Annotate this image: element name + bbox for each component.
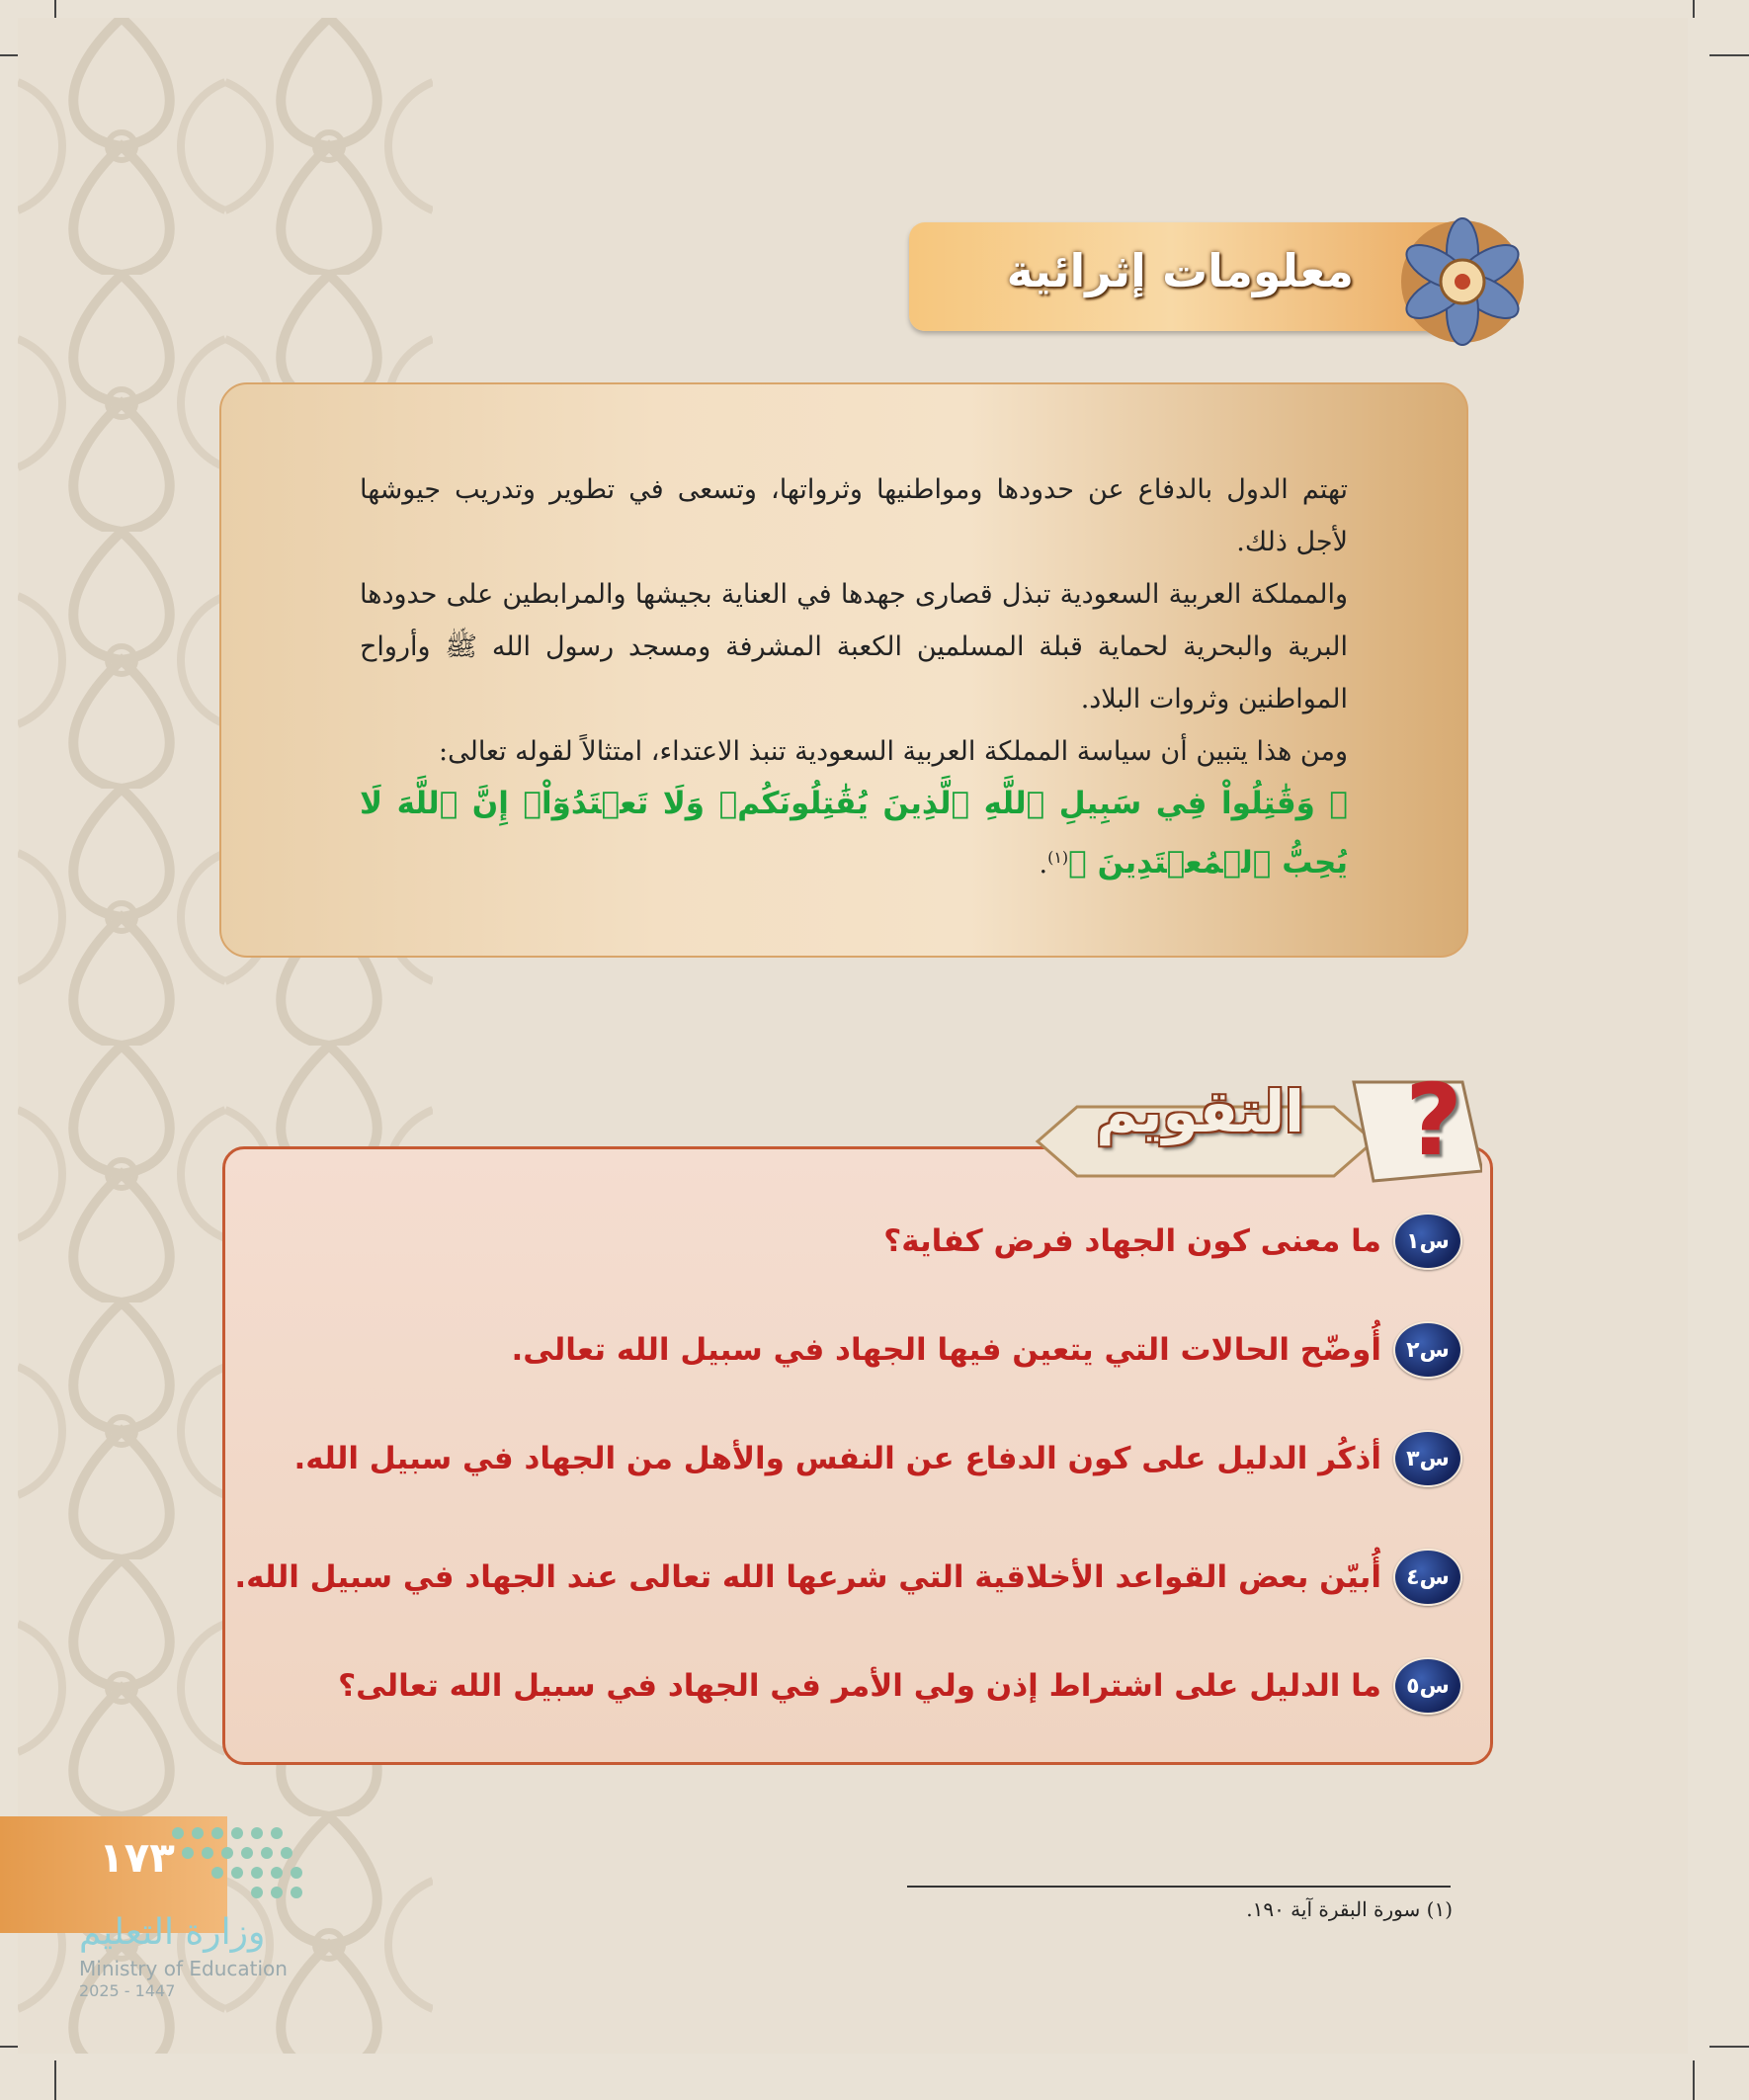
- question-mark-icon: ?: [1404, 1062, 1462, 1178]
- enrichment-text: [360, 463, 1348, 890]
- question-item: [234, 1545, 1462, 1610]
- question-item: [338, 1653, 1462, 1719]
- ministry-dots-logo-icon: [158, 1818, 326, 1907]
- question-item: [883, 1209, 1462, 1274]
- question-item: [294, 1426, 1463, 1491]
- footnote-reference: (١): [1047, 848, 1069, 867]
- question-text: أُبيّن بعض القواعد الأخلاقية التي شرعها الله تعالى عند الجهاد في سبيل الله.: [234, 1559, 1381, 1595]
- evaluation-banner: [1018, 1062, 1482, 1186]
- enrichment-paragraph: تهتم الدول بالدفاع عن حدودها ومواطنيها وثرواتها، وتسعى في تطوير وتدريب جيوشها لأجل ذلك.: [360, 474, 1348, 557]
- question-text: ما الدليل على اشتراط إذن ولي الأمر في الجهاد في سبيل الله تعالى؟: [338, 1668, 1381, 1704]
- footnote: (١) سورة البقرة آية ١٩٠.: [1246, 1897, 1453, 1921]
- question-text: ما معنى كون الجهاد فرض كفاية؟: [883, 1223, 1381, 1259]
- crop-mark: [1693, 0, 1695, 18]
- enrichment-paragraph: ومن هذا يتبين أن سياسة المملكة العربية السعودية تنبذ الاعتداء، امتثالاً لقوله تعالى:: [439, 736, 1348, 767]
- question-number-badge: س١: [1393, 1213, 1462, 1270]
- evaluation-title: التقويم: [1096, 1078, 1304, 1145]
- question-item: [511, 1317, 1462, 1383]
- enrichment-paragraph: والمملكة العربية السعودية تبذل قصارى جهدها في العناية بجيشها والمرابطين على حدودها البرية والبحرية لحماية قبلة المسلمين الكعبة المشرفة ومسجد رسول الله ﷺ وأرواح المواطنين وثروات البلاد.: [360, 579, 1348, 714]
- question-number-badge: س٥: [1393, 1657, 1462, 1715]
- ministry-name-english: Ministry of Education: [79, 1957, 288, 1980]
- crop-mark: [0, 2046, 18, 2048]
- question-number-badge: س٣: [1393, 1430, 1462, 1487]
- evaluation-box: [222, 1146, 1493, 1765]
- question-text: أذكُر الدليل على كون الدفاع عن النفس والأهل من الجهاد في سبيل الله.: [293, 1441, 1381, 1476]
- edition-year: 2025 - 1447: [79, 1981, 176, 2000]
- page-number: ١٧٣: [99, 1833, 175, 1882]
- enrichment-box: [219, 382, 1468, 958]
- ministry-name-arabic: وزارة التعليم: [79, 1912, 266, 1953]
- question-number-badge: س٤: [1393, 1549, 1462, 1606]
- question-text: أُوضّح الحالات التي يتعين فيها الجهاد في سبيل الله تعالى.: [511, 1332, 1381, 1368]
- quran-verse-line: [360, 778, 1348, 890]
- crop-mark: [1709, 2046, 1749, 2048]
- crop-mark: [1693, 2060, 1695, 2100]
- rosette-ornament-icon: [1393, 212, 1532, 351]
- quran-verse: ﴿ وَقَٰتِلُواْ فِي سَبِيلِ ٱللَّهِ ٱلَّذِينَ يُقَٰتِلُونَكُمۡ وَلَا تَعۡتَدُوٓاْۚ إِنَّ ٱللَّهَ لَا يُحِبُّ ٱلۡمُعۡتَدِينَ ﴾: [360, 786, 1348, 881]
- question-number-badge: س٢: [1393, 1321, 1462, 1379]
- crop-mark: [54, 0, 56, 18]
- crop-mark: [54, 2060, 56, 2100]
- crop-mark: [0, 54, 18, 56]
- verse-end-period: .: [1039, 849, 1048, 880]
- enrichment-title: معلومات إثرائية: [1006, 244, 1354, 297]
- footnote-divider: [907, 1886, 1451, 1888]
- crop-mark: [1709, 54, 1749, 56]
